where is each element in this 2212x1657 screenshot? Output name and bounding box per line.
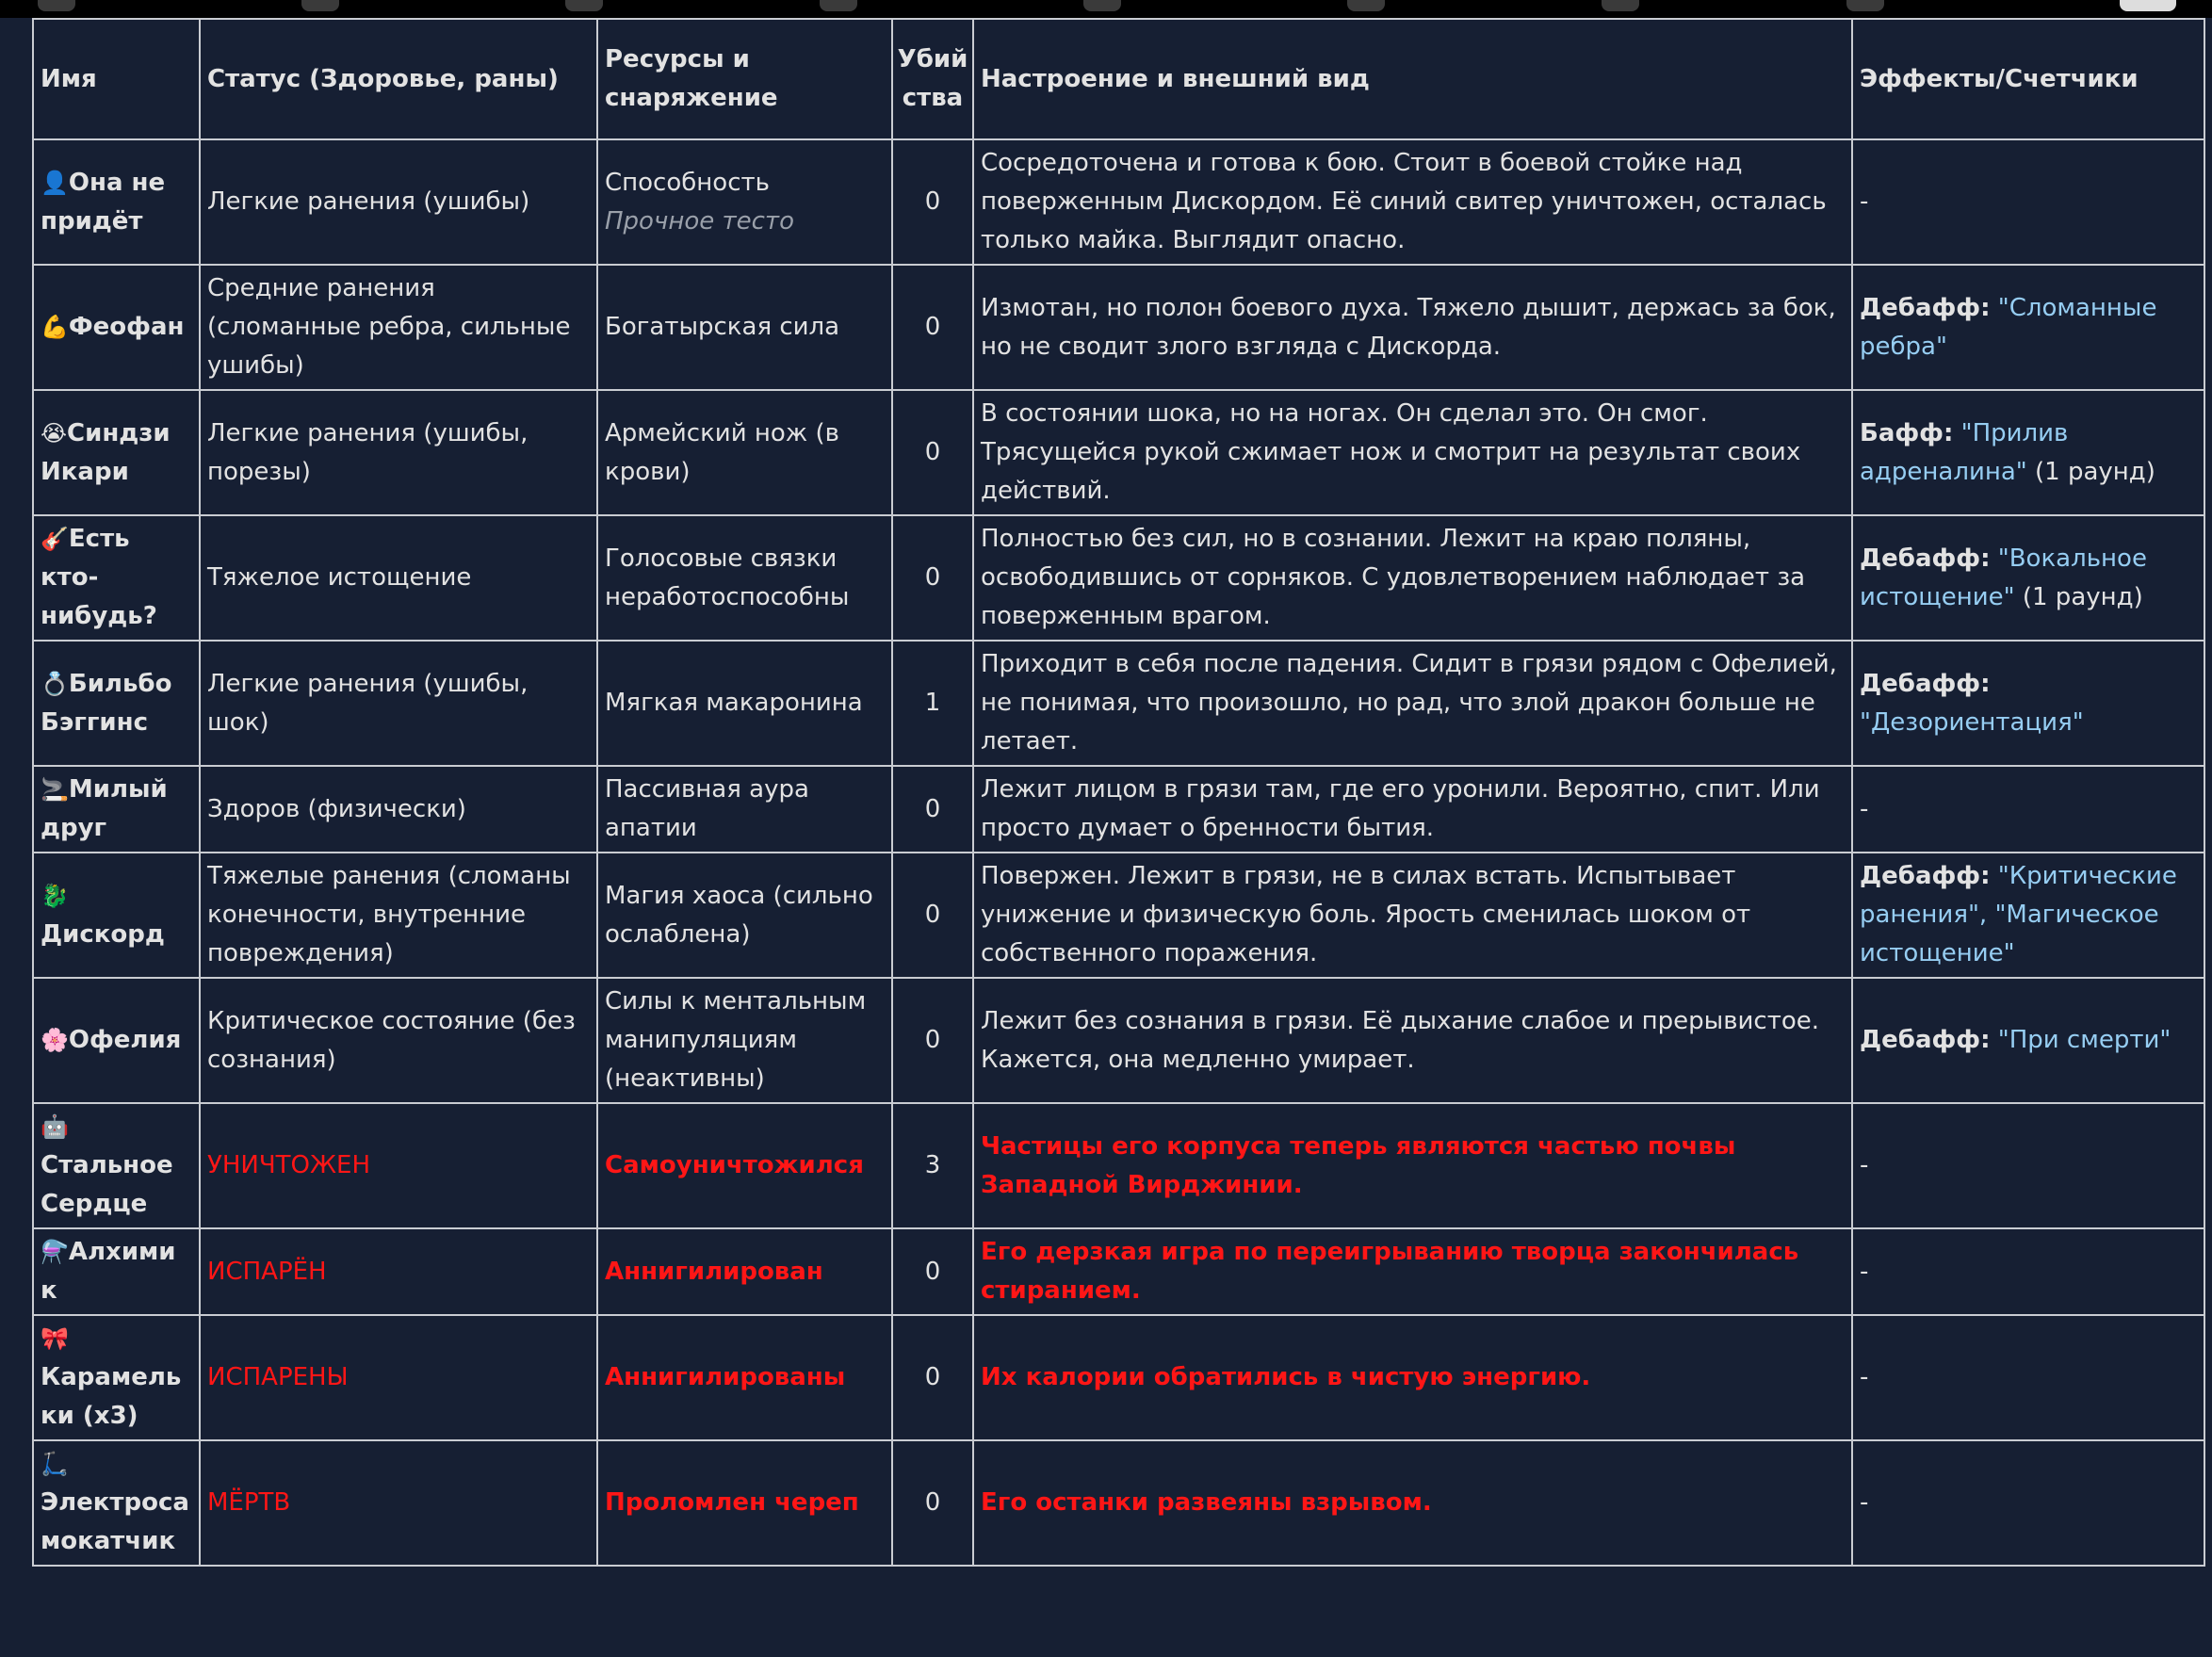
character-name-cell: [33, 853, 200, 978]
effect-label: Дебафф:: [1860, 544, 1991, 573]
resources-cell: [597, 390, 892, 515]
toolbar-icon[interactable]: [1846, 0, 1884, 11]
effect-value: "Сломанные ребра": [1860, 293, 2157, 361]
kills-cell: 0: [892, 978, 973, 1103]
toolbar-icon[interactable]: [565, 0, 603, 11]
resource-text: Голосовые связки неработоспособны: [605, 544, 850, 611]
effect-value: "Дезориентация": [1860, 707, 2084, 737]
resources-cell: [597, 853, 892, 978]
effects-cell: [1852, 390, 2204, 515]
effects-cell: [1852, 1103, 2204, 1228]
kills-cell: 3: [892, 1103, 973, 1228]
character-name-cell: [33, 265, 200, 390]
kills-cell: 0: [892, 265, 973, 390]
mood-cell: Полностью без сил, но в сознании. Лежит на краю поляны, освободившись от сорняков. С удовлетворением наблюдает за поверженным врагом.: [973, 515, 1852, 641]
table-row: [33, 766, 2204, 853]
dragon-icon: 🐉: [41, 882, 69, 909]
effect-suffix: -: [1860, 1363, 1869, 1391]
robot-icon: 🤖: [41, 1113, 69, 1140]
character-name-cell: [33, 390, 200, 515]
resources-cell: [597, 265, 892, 390]
character-name: Алхимик: [41, 1238, 176, 1305]
effect-suffix: -: [1860, 1488, 1869, 1517]
status-cell: Тяжелые ранения (сломаны конечности, внутренние повреждения): [200, 853, 597, 978]
effect-suffix: (1 раунд): [2014, 582, 2143, 611]
table-row: [33, 265, 2204, 390]
header-effects: Эффекты/Счетчики: [1852, 19, 2204, 139]
kills-cell: 0: [892, 515, 973, 641]
effect-suffix: -: [1860, 1257, 1869, 1286]
mood-cell: Повержен. Лежит в грязи, не в силах встать. Испытывает унижение и физическую боль. Ярость сменилась шоком от собственного поражения.: [973, 853, 1852, 978]
resource-text: Армейский нож (в крови): [605, 418, 839, 486]
table-row: [33, 641, 2204, 766]
header-kills: Убийства: [892, 19, 973, 139]
effect-value: "При смерти": [1997, 1026, 2171, 1054]
character-name: Офелия: [68, 1026, 182, 1054]
effects-cell: [1852, 1228, 2204, 1315]
header-name: Имя: [33, 19, 200, 139]
kills-cell: 0: [892, 1315, 973, 1440]
header-status: Статус (Здоровье, раны): [200, 19, 597, 139]
effects-cell: [1852, 1440, 2204, 1566]
status-cell: Средние ранения (сломанные ребра, сильные ушибы): [200, 265, 597, 390]
resources-cell: [597, 139, 892, 265]
status-cell: ИСПАРЁН: [200, 1228, 597, 1315]
effects-cell: [1852, 515, 2204, 641]
effects-cell: [1852, 853, 2204, 978]
effects-cell: [1852, 641, 2204, 766]
effect-value: "Вокальное истощение": [1860, 544, 2147, 611]
resources-cell: [597, 641, 892, 766]
mood-cell: Его дерзкая игра по переигрыванию творца закончилась стиранием.: [973, 1228, 1852, 1315]
effects-cell: [1852, 1315, 2204, 1440]
cigarette-icon: 🚬: [41, 776, 69, 803]
table-row: [33, 978, 2204, 1103]
mood-cell: В состоянии шока, но на ногах. Он сделал это. Он смог. Трясущейся рукой сжимает нож и смотрит на результат своих действий.: [973, 390, 1852, 515]
kills-cell: 0: [892, 766, 973, 853]
effect-label: Дебафф:: [1860, 862, 1991, 890]
mood-cell: Лежит без сознания в грязи. Её дыхание слабое и прерывистое. Кажется, она медленно умирает.: [973, 978, 1852, 1103]
kills-cell: 0: [892, 1228, 973, 1315]
resources-cell: [597, 1228, 892, 1315]
table-header-row: [33, 19, 2204, 139]
character-name: Бильбо Бэггинс: [41, 669, 172, 737]
resource-text: Пассивная аура апатии: [605, 775, 809, 842]
toolbar-icon[interactable]: [1083, 0, 1121, 11]
resources-cell: [597, 978, 892, 1103]
kills-cell: 0: [892, 139, 973, 265]
cherry-blossom-icon: 🌸: [41, 1027, 69, 1053]
flexed-biceps-icon: 💪: [41, 314, 69, 340]
table-row: [33, 390, 2204, 515]
mood-cell: Измотан, но полон боевого духа. Тяжело дышит, держась за бок, но не сводит злого взгляда с Дискорда.: [973, 265, 1852, 390]
resource-text: Самоуничтожился: [605, 1151, 864, 1179]
resource-text: Силы к ментальным манипуляциям (неактивны): [605, 987, 867, 1093]
mood-cell: Сосредоточена и готова к бою. Стоит в боевой стойке над поверженным Дискордом. Её синий свитер уничтожен, осталась только майка. Выглядит опасно.: [973, 139, 1852, 265]
character-name-cell: [33, 1440, 200, 1566]
effect-suffix: (1 раунд): [2026, 457, 2155, 486]
effects-cell: [1852, 978, 2204, 1103]
character-name: Стальное Сердце: [41, 1151, 173, 1218]
character-name: Есть кто-нибудь?: [41, 525, 157, 630]
resources-cell: [597, 1315, 892, 1440]
table-row: [33, 1315, 2204, 1440]
ring-icon: 💍: [41, 670, 69, 697]
table-row: [33, 515, 2204, 641]
character-name-cell: [33, 1103, 200, 1228]
effect-suffix: -: [1860, 794, 1869, 823]
effect-label: Дебафф:: [1860, 1026, 1991, 1054]
effect-label: Дебафф:: [1860, 669, 1991, 698]
crying-face-icon: 😭: [41, 419, 68, 447]
silhouette-icon: 👤: [41, 169, 69, 196]
character-name: Милый друг: [41, 775, 168, 842]
status-cell: УНИЧТОЖЕН: [200, 1103, 597, 1228]
table-row: [33, 1103, 2204, 1228]
top-toolbar: [0, 0, 2212, 18]
status-cell: Критическое состояние (без сознания): [200, 978, 597, 1103]
guitar-icon: 🎸: [41, 526, 69, 552]
resources-cell: [597, 1103, 892, 1228]
status-cell: Здоров (физически): [200, 766, 597, 853]
effects-cell: [1852, 139, 2204, 265]
table-row: [33, 1228, 2204, 1315]
toolbar-icon[interactable]: [820, 0, 857, 11]
resources-cell: [597, 1440, 892, 1566]
mood-cell: Лежит лицом в грязи там, где его уронили. Вероятно, спит. Или просто думает о бренности бытия.: [973, 766, 1852, 853]
character-name-cell: [33, 1315, 200, 1440]
mood-cell: Его останки развеяны взрывом.: [973, 1440, 1852, 1566]
toolbar-icon[interactable]: [38, 0, 75, 11]
resource-text: Магия хаоса (сильно ослаблена): [605, 881, 873, 949]
character-name-cell: [33, 515, 200, 641]
status-cell: ИСПАРЕНЫ: [200, 1315, 597, 1440]
resources-cell: [597, 766, 892, 853]
effect-value: "Прилив адреналина": [1860, 418, 2069, 486]
resources-cell: [597, 515, 892, 641]
table-row: [33, 853, 2204, 978]
toolbar-icon[interactable]: [301, 0, 339, 11]
resource-text: Мягкая макаронина: [605, 689, 863, 717]
status-cell: Легкие ранения (ушибы, порезы): [200, 390, 597, 515]
status-cell: Тяжелое истощение: [200, 515, 597, 641]
effect-value: "Критические ранения", "Магическое истощение": [1860, 862, 2177, 967]
effect-suffix: -: [1860, 187, 1869, 216]
effect-suffix: -: [1860, 1151, 1869, 1179]
resource-subtext: Прочное тесто: [605, 206, 794, 236]
character-name-cell: [33, 139, 200, 265]
resource-text: Богатырская сила: [605, 313, 840, 341]
header-mood: Настроение и внешний вид: [973, 19, 1852, 139]
kills-cell: 1: [892, 641, 973, 766]
character-name: Электросамокатчик: [41, 1488, 189, 1555]
character-name: Феофан: [68, 313, 185, 341]
kick-scooter-icon: 🛴: [41, 1451, 69, 1477]
mood-cell: Их калории обратились в чистую энергию.: [973, 1315, 1852, 1440]
character-name: Карамельки (x3): [41, 1363, 182, 1430]
character-status-table: [32, 18, 2205, 1567]
status-cell: Легкие ранения (ушибы): [200, 139, 597, 265]
effect-label: Бафф:: [1860, 418, 1954, 447]
toolbar-icon[interactable]: [1602, 0, 1639, 11]
status-cell: МЁРТВ: [200, 1440, 597, 1566]
mood-cell: Частицы его корпуса теперь являются частью почвы Западной Вирджинии.: [973, 1103, 1852, 1228]
character-name: Дискорд: [41, 919, 165, 949]
resource-text: Аннигилирован: [605, 1257, 823, 1286]
header-resources: Ресурсы и снаряжение: [597, 19, 892, 139]
toolbar-button[interactable]: [2120, 0, 2176, 11]
table-row: [33, 1440, 2204, 1566]
kills-cell: 0: [892, 1440, 973, 1566]
character-name: Синдзи Икари: [41, 418, 171, 486]
resource-text: Проломлен череп: [605, 1488, 859, 1517]
status-cell: Легкие ранения (ушибы, шок): [200, 641, 597, 766]
character-name-cell: [33, 641, 200, 766]
kills-cell: 0: [892, 390, 973, 515]
alembic-icon: ⚗️: [41, 1239, 69, 1265]
resource-text: Способность: [605, 168, 770, 197]
resource-text: Аннигилированы: [605, 1363, 846, 1391]
toolbar-icon[interactable]: [1347, 0, 1385, 11]
character-name-cell: [33, 766, 200, 853]
ribbon-icon: 🎀: [41, 1325, 69, 1352]
effects-cell: [1852, 766, 2204, 853]
character-name-cell: [33, 978, 200, 1103]
character-name-cell: [33, 1228, 200, 1315]
effects-cell: [1852, 265, 2204, 390]
table-row: [33, 139, 2204, 265]
kills-cell: 0: [892, 853, 973, 978]
character-name: Она не придёт: [41, 168, 166, 236]
effect-label: Дебафф:: [1860, 293, 1991, 322]
mood-cell: Приходит в себя после падения. Сидит в грязи рядом с Офелией, не понимая, что произошло, но рад, что злой дракон больше не летает.: [973, 641, 1852, 766]
